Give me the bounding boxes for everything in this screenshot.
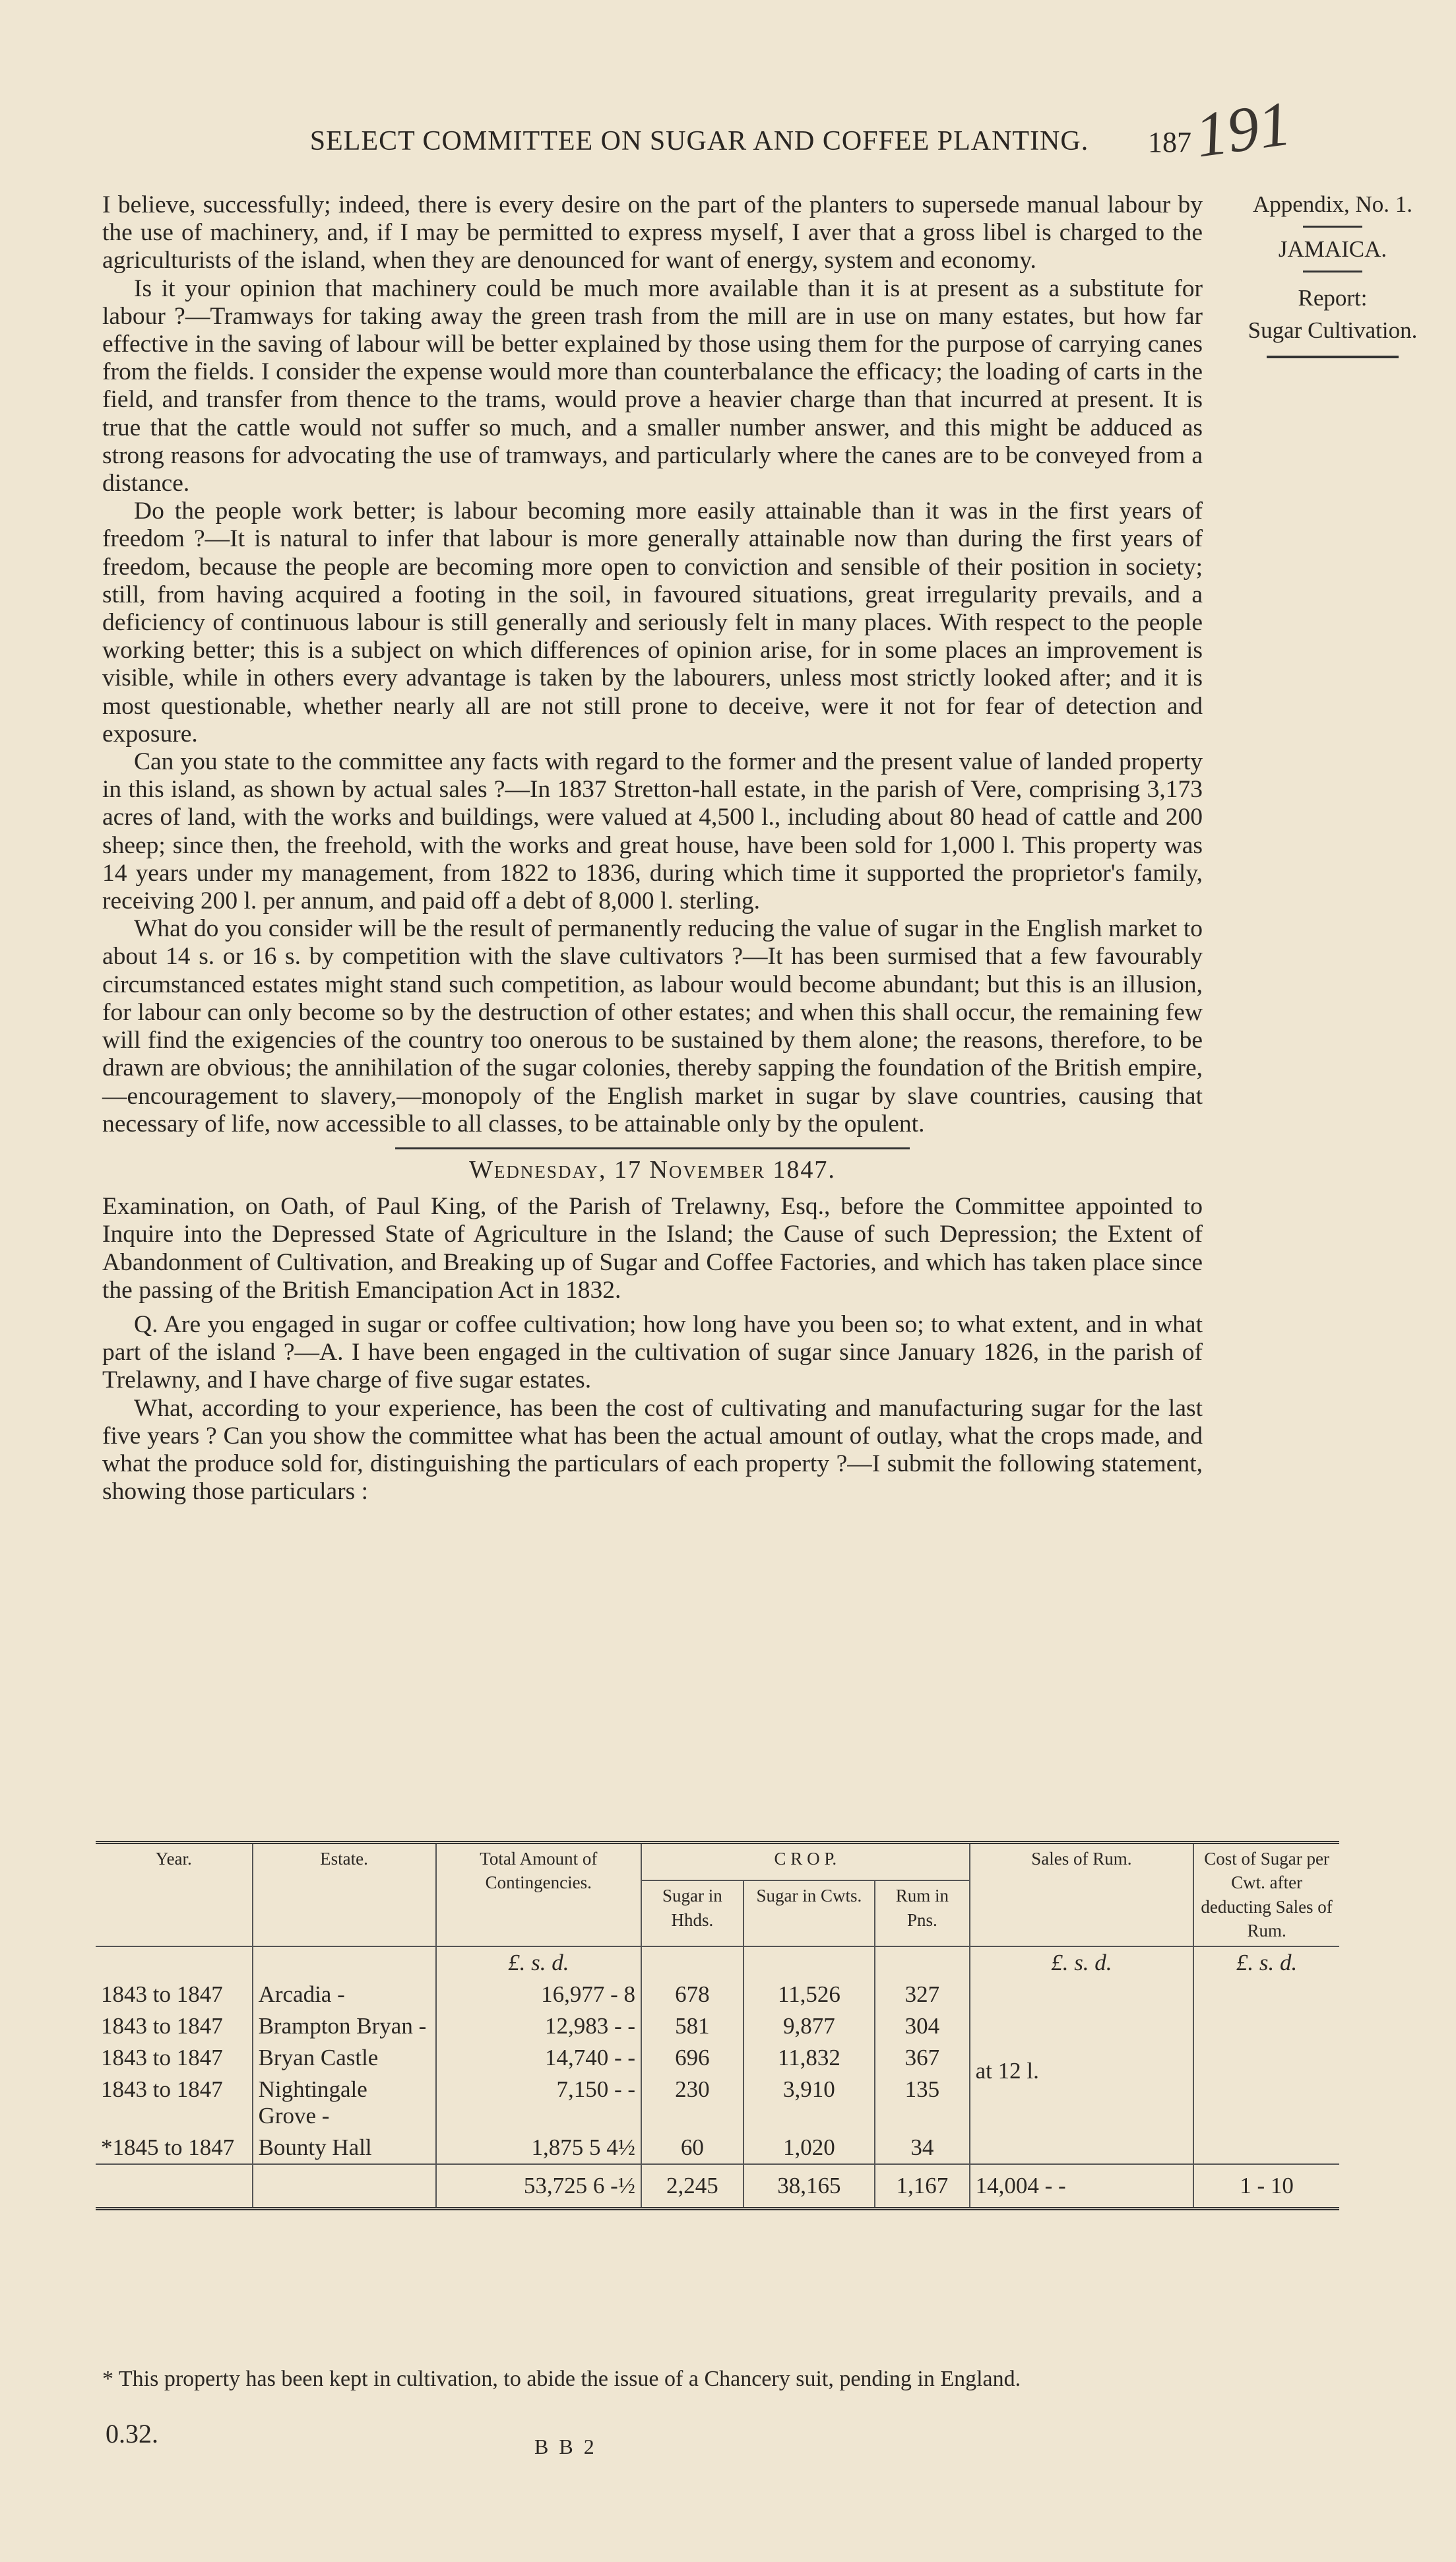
- section-divider: [395, 1147, 910, 1149]
- table-row: *1845 to 1847 Bounty Hall 1,875 5 4½ 60 1,020 34: [96, 2132, 1339, 2164]
- footnote: * This property has been kept in cultivation, to abide the issue of a Chancery suit, pending in England.: [102, 2367, 1021, 2391]
- handwritten-folio-number: 191: [1191, 87, 1295, 171]
- estate-statement-table: [96, 1841, 1339, 2210]
- paragraph: I believe, successfully; indeed, there is every desire on the part of the planters to supersede manual labour by the use of machinery, and, if I may be permitted to express myself, I aver that a gross libel is charged to the agriculturists of the island, when they are denounced for want of energy, system and economy.: [102, 191, 1203, 274]
- col-header-sales: Sales of Rum.: [970, 1843, 1194, 1946]
- margin-notes: [1220, 188, 1445, 368]
- money-units: £. s. d.: [970, 1946, 1194, 1979]
- page-number: 187: [1148, 126, 1191, 158]
- margin-report: Report:: [1298, 285, 1368, 311]
- money-units: £. s. d.: [1193, 1946, 1339, 1979]
- margin-appendix: Appendix, No. 1.: [1252, 191, 1413, 217]
- table-row: 1843 to 1847 Bryan Castle 14,740 - - 696 11,832 367: [96, 2042, 1339, 2074]
- col-header-crop: C R O P.: [641, 1843, 970, 1881]
- totals-row: 53,725 6 -½ 2,245 38,165 1,167 14,004 - - 1 - 10: [96, 2164, 1339, 2209]
- margin-region: JAMAICA.: [1278, 236, 1387, 262]
- examination-heading: Examination, on Oath, of Paul King, of the Parish of Trelawny, Esq., before the Committee appointed to Inquire into the Depressed State of Agriculture in the Island; the Cause of such Depression; the Extent of Abandonment of Cultivation, and Breaking up of Sugar and Coffee Factories, and which has taken place since the passing of the British Emancipation Act in 1832.: [102, 1193, 1203, 1304]
- gathering-mark: B B 2: [534, 2435, 597, 2458]
- table-row: 1843 to 1847 Arcadia - 16,977 - 8 678 11,526 327 at 12 l.: [96, 1979, 1339, 2010]
- paragraph: Do the people work better; is labour becoming more easily attainable than it was in the first years of freedom ?—It is natural to infer that labour is more generally attainable now than during the first years of freedom, because the people are becoming more open to conviction and sensible of their position in society; still, from having acquired a footing in the soil, in favoured situations, great irregularity prevails, and a deficiency of continuous labour is still generally and seriously felt in many places. With respect to the people working better; this is a subject on which differences of opinion arise, for in some places an improvement is visible, while in others every advantage is taken by the labourers, unless most strictly looked after; and it is most questionable, whether nearly all are not still prone to deceive, were it not for fear of detection and exposure.: [102, 497, 1203, 748]
- printer-signature: 0.32.: [106, 2419, 158, 2449]
- col-header-cwts: Sugar in Cwts.: [744, 1880, 875, 1946]
- margin-divider: [1303, 271, 1362, 272]
- col-header-cost: Cost of Sugar per Cwt. after deducting Sales of Rum.: [1193, 1843, 1339, 1946]
- body-text: [102, 191, 1203, 1506]
- margin-topic: Sugar Cultivation.: [1248, 317, 1418, 343]
- margin-divider: [1267, 356, 1399, 358]
- page-header: SELECT COMMITTEE ON SUGAR AND COFFEE PLANTING.: [309, 126, 1089, 156]
- col-header-rum: Rum in Pns.: [875, 1880, 969, 1946]
- money-units: £. s. d.: [436, 1946, 642, 1979]
- question-answer: Q. Are you engaged in sugar or coffee cultivation; how long have you been so; to what extent, and in what part of the island ?—A. I have been engaged in the cultivation of sugar since January 1826, in the parish of Trelawny, and I have charge of five sugar estates.: [102, 1310, 1203, 1394]
- sales-note: at 12 l.: [970, 1979, 1194, 2164]
- paragraph: Can you state to the committee any facts with regard to the former and the present value of landed property in this island, as shown by actual sales ?—In 1837 Stretton-hall estate, in the parish of Vere, comprising 3,173 acres of land, with the works and buildings, were valued at 4,500 l., including about 80 head of cattle and 200 sheep; since then, the freehold, with the works and great house, have been sold for 1,000 l. This property was 14 years under my management, from 1822 to 1836, during which time it supported the proprietor's family, receiving 200 l. per annum, and paid off a debt of 8,000 l. sterling.: [102, 748, 1203, 915]
- col-header-estate: Estate.: [253, 1843, 436, 1946]
- paragraph: What do you consider will be the result of permanently reducing the value of sugar in the English market to about 14 s. or 16 s. by competition with the slave cultivators ?—It has been surmised that a few favourably circumstanced estates might stand such competition, as labour would become abundant; but this is an illusion, for labour can only become so by the destruction of other estates; and when this shall occur, the remaining few will find the exigencies of the country too onerous to be sustained by them alone; the reasons, therefore, to be drawn are obvious; the annihilation of the sugar colonies, thereby sapping the foundation of the British empire,—encouragement to slavery,—monopoly of the English market in sugar by slave countries, causing that necessary of life, now accessible to all classes, to be attainable only by the opulent.: [102, 915, 1203, 1137]
- question-answer: What, according to your experience, has been the cost of cultivating and manufacturing sugar for the last five years ? Can you show the committee what has been the actual amount of outlay, what the crops made, and what the produce sold for, distinguishing the particulars of each property ?—I submit the following statement, showing those particulars :: [102, 1394, 1203, 1506]
- col-header-year: Year.: [155, 1849, 192, 1869]
- col-header-hhds: Sugar in Hhds.: [641, 1880, 744, 1946]
- margin-divider: [1303, 226, 1362, 228]
- col-header-contingencies: Total Amount of Contingencies.: [436, 1843, 642, 1946]
- date-heading: Wednesday, 17 November 1847.: [469, 1155, 836, 1184]
- table-row: 1843 to 1847 Brampton Bryan - 12,983 - - 581 9,877 304: [96, 2010, 1339, 2042]
- paragraph: Is it your opinion that machinery could be much more available than it is at present as a substitute for labour ?—Tramways for taking away the green trash from the mill are in use on many estates, but how far effective in the saving of labour will be better explained by those using them for the purpose of carrying canes from the fields. I consider the expense would more than counterbalance the efficacy; the loading of carts in the field, and transfer from thence to the trams, would prove a heavier charge than that incurred at present. It is true that the cattle would not suffer so much, and a smaller number answer, and this might be adduced as strong reasons for advocating the use of tramways, and particularly where the canes are to be conveyed from a distance.: [102, 274, 1203, 497]
- table-row: 1843 to 1847 Nightingale Grove - 7,150 - - 230 3,910 135: [96, 2074, 1339, 2132]
